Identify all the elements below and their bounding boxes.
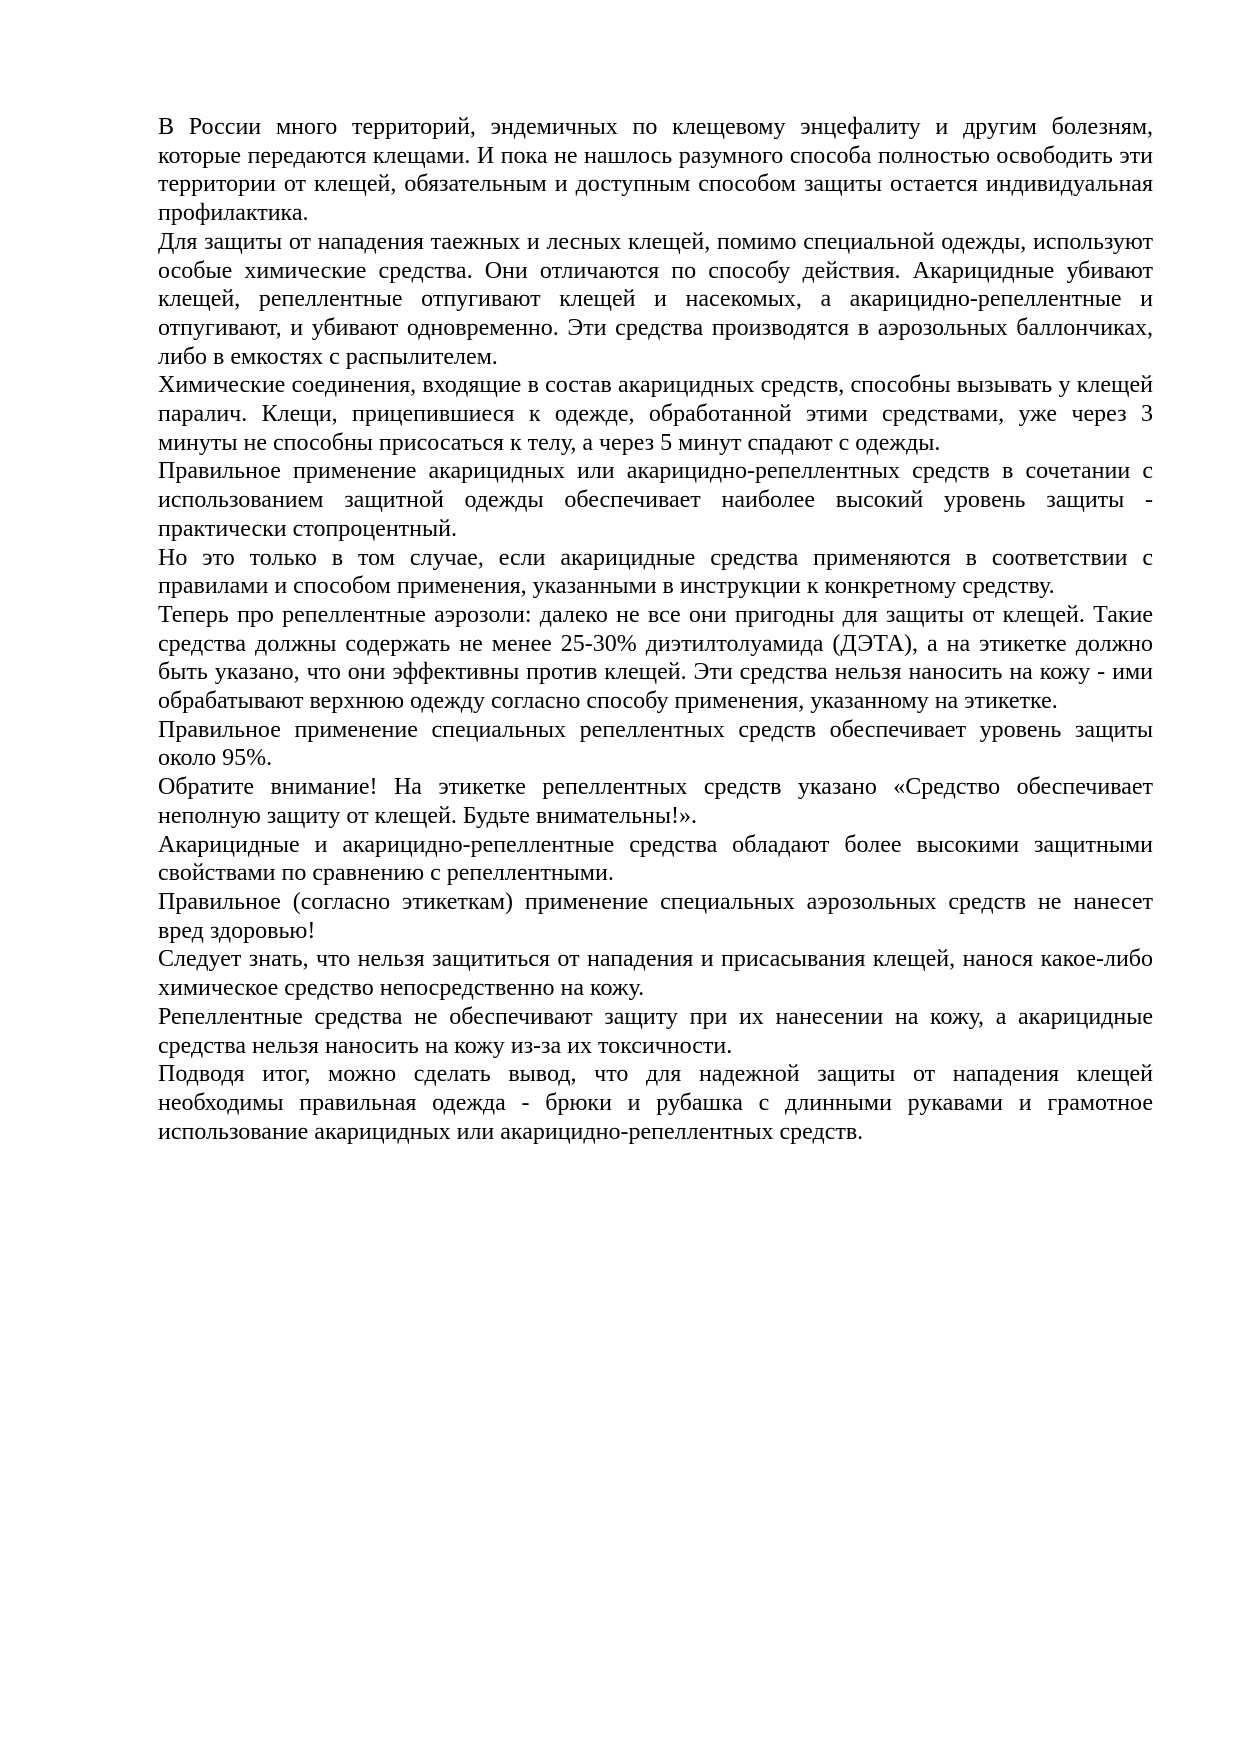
paragraph-acaricide-better-protection: Акарицидные и акарицидно-репеллентные средства обладают более высокими защитными свойствами по сравнению с репеллентными. (158, 831, 1153, 887)
paragraph-repellent-95pct: Правильное применение специальных репеллентных средств обеспечивает уровень защиты около 95%. (158, 716, 1153, 772)
document-body-text (158, 113, 1153, 1146)
paragraph-correct-application-100pct: Правильное применение акарицидных или акарицидно-репеллентных средств в сочетании с использованием защитной одежды обеспечивает наиболее высокий уровень защиты - практически стопроцентный. (158, 458, 1153, 542)
paragraph-repellent-aerosols-deta: Теперь про репеллентные аэрозоли: далеко не все они пригодны для защиты от клещей. Такие средства должны содержать не менее 25-30% диэтилтолуамида (ДЭТА), а на этикетке должно быть указано, что они эффективны против клещей. Эти средства нельзя наносить на кожу - ими обрабатывают верхнюю одежду согласно способу применения, указанному на этикетке. (158, 601, 1153, 715)
paragraph-label-warning: Обратите внимание! На этикетке репеллентных средств указано «Средство обеспечивает неполную защиту от клещей. Будьте внимательны!». (158, 774, 1153, 829)
paragraph-intro-endemic-territories: В России много территорий, эндемичных по клещевому энцефалиту и другим болезням, которые передаются клещами. И пока не нашлось разумного способа полностью освободить эти территории от клещей, обязательным и доступным способом защиты остается индивидуальная профилактика. (158, 114, 1153, 227)
paragraph-no-skin-application: Следует знать, что нельзя защититься от нападения и присасывания клещей, нанося какое-либо химическое средство непосредственно на кожу. (158, 946, 1153, 1002)
paragraph-repellent-skin-toxicity: Репеллентные средства не обеспечивают защиту при их нанесении на кожу, а акарицидные средства нельзя наносить на кожу из-за их токсичности. (158, 1003, 1153, 1059)
paragraph-chemical-means-types: Для защиты от нападения таежных и лесных клещей, помимо специальной одежды, используют особые химические средства. Они отличаются по способу действия. Акарицидные убивают клещей, репеллентные отпугивают клещей и насекомых, а акарицидно-репеллентные и отпугивают, и убивают одновременно. Эти средства производятся в аэрозольных баллончиках, либо в емкостях с распылителем. (158, 228, 1153, 370)
paragraph-conclusion: Подводя итог, можно сделать вывод, что для надежной защиты от нападения клещей необходимы правильная одежда - брюки и рубашка с длинными рукавами и грамотное использование акарицидных или акарицидно-репеллентных средств. (158, 1061, 1153, 1145)
paragraph-acaricide-paralysis: Химические соединения, входящие в состав акарицидных средств, способны вызывать у клещей паралич. Клещи, прицепившиеся к одежде, обработанной этими средствами, уже через 3 минуты не способны присосаться к телу, а через 5 минут спадают с одежды. (158, 372, 1153, 456)
paragraph-only-if-instructions: Но это только в том случае, если акарицидные средства применяются в соответствии с правилами и способом применения, указанными в инструкции к конкретному средству. (158, 544, 1153, 600)
paragraph-no-health-harm: Правильное (согласно этикеткам) применение специальных аэрозольных средств не нанесет вред здоровью! (158, 888, 1153, 944)
